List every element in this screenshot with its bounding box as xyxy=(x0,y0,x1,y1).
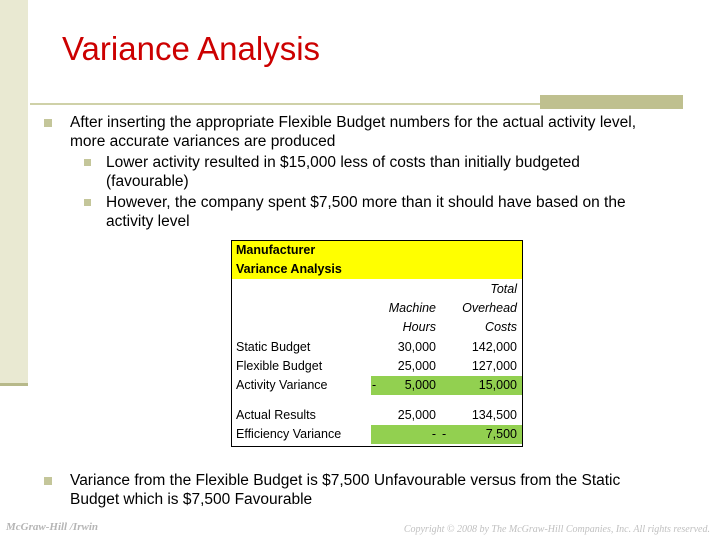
title-rule-block xyxy=(540,95,683,109)
table-header-row-2 xyxy=(232,260,522,279)
row-prefix: - xyxy=(372,378,377,392)
row-prefix: - xyxy=(442,427,447,441)
sub-bullet-1-text: Lower activity resulted in $15,000 less of costs than initially budgeted (favourable) xyxy=(106,154,580,190)
bullet-1 xyxy=(44,113,664,151)
col-header-overhead: Overhead xyxy=(462,301,517,315)
footer-publisher: McGraw-Hill /Irwin xyxy=(6,521,98,533)
table-header-variance: Variance Analysis xyxy=(236,262,342,276)
sub-bullet-square-icon xyxy=(84,159,91,166)
row-label: Efficiency Variance xyxy=(236,427,342,441)
row-costs: 15,000 xyxy=(478,378,517,392)
row-hours: 30,000 xyxy=(397,340,436,354)
col-header-row-2 xyxy=(232,299,522,318)
row-costs: 7,500 xyxy=(485,427,517,441)
table-row-efficiency-variance xyxy=(232,425,522,444)
row-hours: 5,000 xyxy=(404,378,436,392)
row-costs: 127,000 xyxy=(471,359,517,373)
col-header-costs: Costs xyxy=(485,320,517,334)
bullet-square-icon xyxy=(44,119,52,127)
row-hours: - xyxy=(431,427,436,441)
col-header-row-3 xyxy=(232,318,522,337)
bullet-2-text: Variance from the Flexible Budget is $7,500 Unfavourable versus from the Static Budget which is $7,500 Favourable xyxy=(70,472,621,508)
table-header-manufacturer: Manufacturer xyxy=(236,243,316,257)
slide-title: Variance Analysis xyxy=(62,30,321,67)
row-label: Flexible Budget xyxy=(236,359,323,373)
row-costs: 134,500 xyxy=(471,408,517,422)
col-header-row-1 xyxy=(232,280,522,299)
bottom-bullet xyxy=(44,471,664,509)
table-row xyxy=(232,338,522,357)
sub-bullet-2 xyxy=(44,193,664,231)
left-decor-line xyxy=(0,383,28,386)
row-label: Actual Results xyxy=(236,408,316,422)
title-rule xyxy=(30,103,540,105)
table-row xyxy=(232,357,522,376)
sub-bullet-square-icon xyxy=(84,199,91,206)
row-label: Activity Variance xyxy=(236,378,328,392)
row-costs: 142,000 xyxy=(471,340,517,354)
sub-bullet-1 xyxy=(44,153,664,191)
row-hours: 25,000 xyxy=(397,359,436,373)
table-row xyxy=(232,406,522,425)
sub-bullet-2-text: However, the company spent $7,500 more than it should have based on the activity level xyxy=(106,194,626,230)
col-header-machine: Machine xyxy=(388,301,436,315)
bullet-2 xyxy=(44,471,664,509)
bullet-1-text: After inserting the appropriate Flexible Budget numbers for the actual activity level, more accurate variances are produced xyxy=(70,114,637,150)
footer-copyright: Copyright © 2008 by The McGraw-Hill Companies, Inc. All rights reserved. xyxy=(403,524,710,535)
row-hours: 25,000 xyxy=(397,408,436,422)
variance-table xyxy=(231,240,523,447)
left-decor-bar xyxy=(0,0,28,383)
bullet-list xyxy=(44,113,664,231)
table-header-row-1 xyxy=(232,241,522,260)
col-header-total: Total xyxy=(490,282,517,296)
col-header-hours: Hours xyxy=(402,320,436,334)
table-row-activity-variance xyxy=(232,376,522,395)
row-label: Static Budget xyxy=(236,340,311,354)
bullet-square-icon xyxy=(44,477,52,485)
